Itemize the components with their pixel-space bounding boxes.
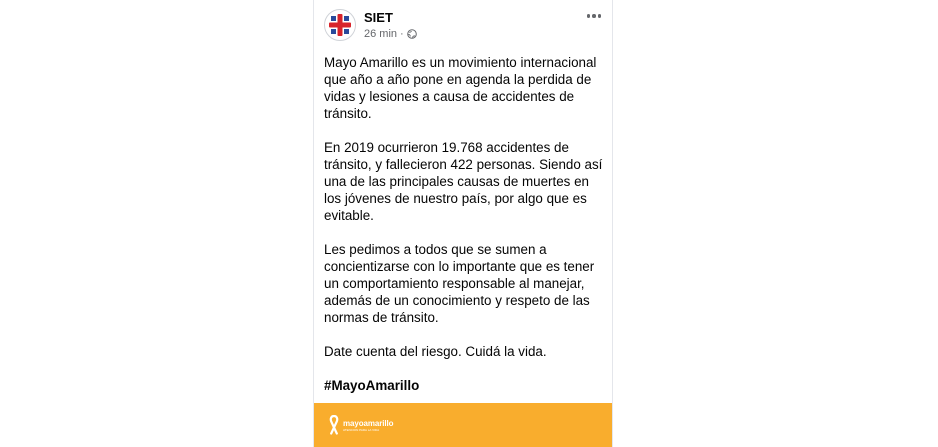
mayo-amarillo-logo [328, 415, 393, 435]
post-paragraph: Mayo Amarillo es un movimiento internacional que año a año pone en agenda la perdida de vidas y lesiones a causa de accidentes de tránsito. [324, 55, 597, 121]
more-options-button[interactable] [582, 6, 606, 26]
hashtag-link[interactable]: #MayoAmarillo [324, 378, 420, 393]
more-dot [598, 14, 602, 18]
post-meta [364, 28, 417, 40]
post-paragraph: En 2019 ocurrieron 19.768 accidentes de tránsito, y fallecieron 422 personas. Siendo así una de las principales causas de muertes en los jóvenes de nuestro país, por algo que es evitable. [324, 140, 603, 223]
post-header [314, 0, 612, 46]
more-dot [587, 14, 591, 18]
globe-icon[interactable] [407, 29, 417, 39]
siet-logo-icon [328, 13, 352, 37]
post-timestamp[interactable]: 26 min [364, 28, 398, 40]
post-body [324, 54, 606, 411]
meta-separator: · [400, 28, 404, 40]
ribbon-icon [328, 415, 340, 435]
post-paragraph: Date cuenta del riesgo. Cuidá la vida. [324, 344, 547, 359]
post-image-banner[interactable] [314, 403, 612, 447]
banner-subtitle: ATENCION PARA LA VIDA [343, 427, 380, 432]
page-name-link[interactable]: SIET [364, 10, 393, 25]
more-dot [592, 14, 596, 18]
page-avatar[interactable] [324, 9, 356, 41]
post-paragraph: Les pedimos a todos que se sumen a concientizarse con lo importante que es tener un comportamiento responsable al manejar, además de un conocimiento y respeto de las normas de tránsito. [324, 242, 595, 325]
facebook-post [313, 0, 613, 447]
banner-title: mayoamarillo [343, 418, 394, 428]
